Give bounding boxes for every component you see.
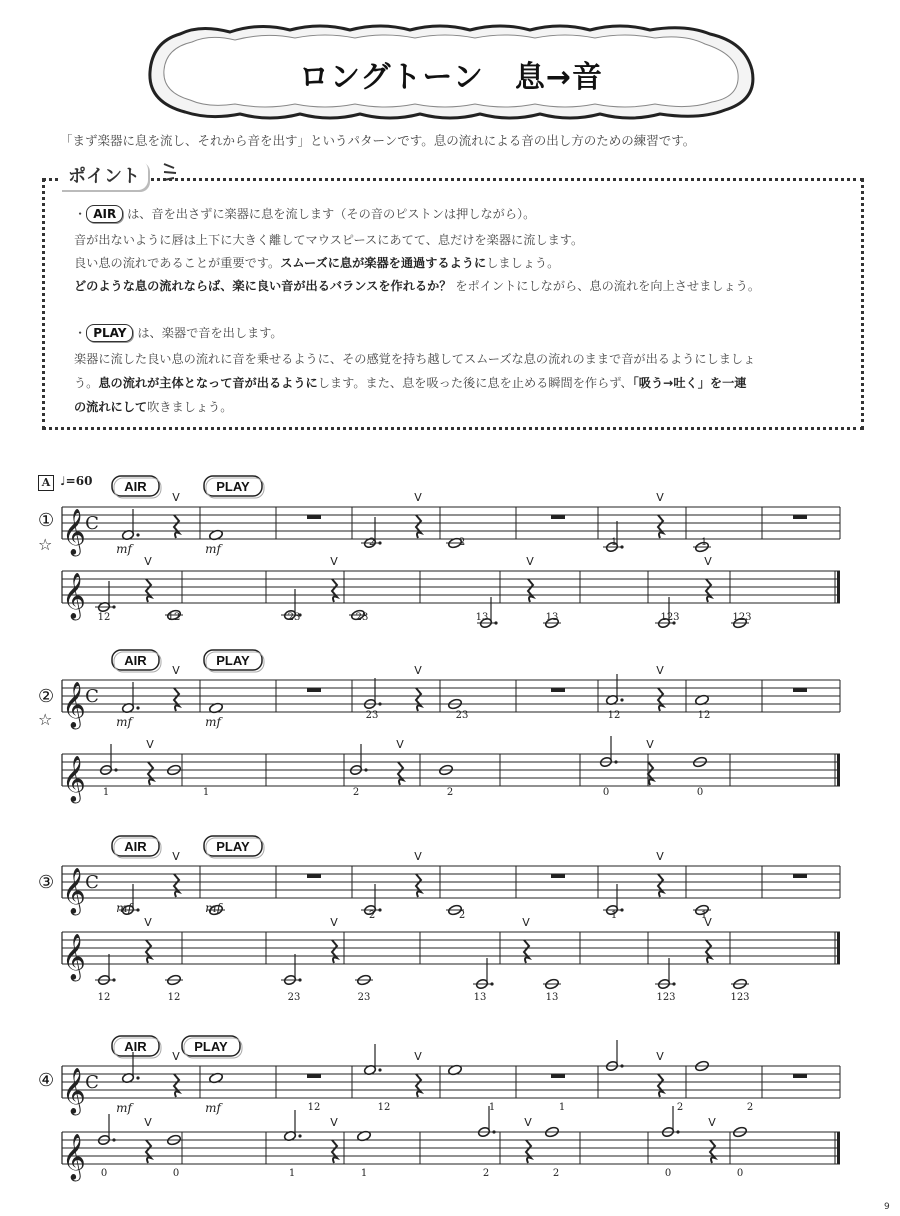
final-barline-thick bbox=[837, 932, 840, 964]
whole-rest bbox=[551, 874, 565, 878]
note-dot bbox=[676, 1130, 679, 1133]
breath-mark: V bbox=[704, 916, 712, 929]
quarter-rest bbox=[524, 940, 529, 963]
fingering: 13 bbox=[475, 612, 489, 623]
fingering: 2 bbox=[482, 1168, 490, 1179]
play-text-b: 楽器に流した良い息の流れに音を乗せるように、その感覚を持ち越してスムーズな息の流れのままで音が出るようにしましょ bbox=[74, 352, 756, 366]
breath-mark: V bbox=[414, 850, 422, 863]
dynamic-mf: mf bbox=[205, 1101, 221, 1115]
quarter-rest bbox=[658, 1074, 663, 1097]
dynamic-mf: mf bbox=[205, 715, 221, 729]
time-signature: C bbox=[85, 686, 99, 707]
dynamic-mf: mf bbox=[116, 542, 132, 556]
dynamic-mf: mf bbox=[205, 542, 221, 556]
note-dot bbox=[298, 1134, 301, 1137]
note-dot bbox=[492, 1130, 495, 1133]
exercise-number-2: ② bbox=[38, 686, 55, 707]
play-text-d2: 吹きましょう。 bbox=[147, 400, 233, 414]
fingering: 0 bbox=[664, 1168, 672, 1179]
play-text-c3: します。また、息を吸った後に息を止める瞬間を作らず、 bbox=[317, 376, 633, 390]
play-text-d1: の流れにして bbox=[74, 400, 148, 414]
note-dot bbox=[112, 1138, 115, 1141]
treble-clef-icon: 𝄞 bbox=[62, 509, 86, 555]
quarter-rest bbox=[174, 874, 179, 897]
air-text-a: は、音を出さずに楽器に息を流します（その音のピストンは押しながら）。 bbox=[127, 207, 536, 221]
tempo-mark: ♩=60 bbox=[60, 474, 93, 488]
exercise-letter: A bbox=[38, 475, 54, 491]
air-text-d1: どのような息の流れならば、楽に良い音が出るバランスを作れるか？ bbox=[74, 279, 452, 293]
quarter-rest bbox=[706, 940, 711, 963]
note-dot bbox=[620, 1064, 623, 1067]
whole-rest bbox=[793, 874, 807, 878]
breath-mark: V bbox=[708, 1116, 716, 1129]
fingering: 23 bbox=[365, 710, 379, 721]
quarter-rest bbox=[146, 940, 151, 963]
exercise-number-3: ③ bbox=[38, 872, 55, 893]
fingering: 12 bbox=[607, 710, 621, 721]
whole-rest bbox=[307, 688, 321, 692]
quarter-rest bbox=[332, 579, 337, 602]
treble-clef-icon: 𝄞 bbox=[62, 868, 86, 914]
dynamic-mf: mf bbox=[116, 901, 132, 915]
play-badge: PLAY bbox=[194, 1039, 228, 1054]
fingering: 12 bbox=[97, 612, 111, 623]
air-badge: AIR bbox=[124, 653, 147, 668]
note-dot bbox=[620, 698, 623, 701]
fingering: 23 bbox=[355, 612, 369, 623]
breath-mark: V bbox=[172, 664, 180, 677]
fingering: 123 bbox=[660, 612, 680, 623]
whole-rest bbox=[307, 1074, 321, 1078]
whole-rest bbox=[551, 688, 565, 692]
breath-mark: V bbox=[330, 555, 338, 568]
quarter-rest bbox=[332, 1140, 337, 1163]
quarter-rest bbox=[332, 940, 337, 963]
fingering: 123 bbox=[730, 992, 750, 1003]
final-barline-thick bbox=[837, 1132, 840, 1164]
star-icon: ☆ bbox=[38, 535, 53, 554]
breath-mark: V bbox=[704, 555, 712, 568]
breath-mark: V bbox=[146, 738, 154, 751]
play-text-c1: う。 bbox=[74, 376, 99, 390]
breath-mark: V bbox=[414, 1050, 422, 1063]
quarter-rest bbox=[174, 515, 179, 538]
quarter-rest bbox=[174, 1074, 179, 1097]
dynamic-mf: mf bbox=[116, 1101, 132, 1115]
note-dot bbox=[136, 706, 139, 709]
fingering: 13 bbox=[473, 992, 487, 1003]
fingering: 2 bbox=[746, 1102, 754, 1113]
play-badge: PLAY bbox=[86, 324, 133, 342]
note-dot bbox=[114, 768, 117, 771]
dynamic-mf: mf bbox=[205, 901, 221, 915]
breath-mark: V bbox=[524, 1116, 532, 1129]
fingering: 12 bbox=[377, 1102, 391, 1113]
play-badge: PLAY bbox=[216, 839, 250, 854]
breath-mark: V bbox=[144, 555, 152, 568]
fingering: 12 bbox=[167, 612, 181, 623]
fingering: 2 bbox=[458, 537, 466, 548]
whole-rest bbox=[793, 515, 807, 519]
fingering: 23 bbox=[357, 992, 371, 1003]
note-dot bbox=[378, 702, 381, 705]
air-badge: AIR bbox=[124, 1039, 147, 1054]
whole-rest bbox=[307, 515, 321, 519]
whole-rest bbox=[793, 688, 807, 692]
whole-rest bbox=[551, 1074, 565, 1078]
fingering: 123 bbox=[656, 992, 676, 1003]
treble-clef-icon: 𝄞 bbox=[62, 682, 86, 728]
quarter-rest bbox=[174, 688, 179, 711]
play-line-1: ・ PLAY は、楽器で音を出します。 bbox=[74, 326, 283, 340]
final-barline-thick bbox=[837, 571, 840, 603]
fingering: 12 bbox=[97, 992, 111, 1003]
breath-mark: V bbox=[414, 664, 422, 677]
breath-mark: V bbox=[656, 491, 664, 504]
fingering: 1 bbox=[610, 910, 618, 921]
fingering: 123 bbox=[732, 612, 752, 623]
quarter-rest bbox=[658, 688, 663, 711]
fingering: 12 bbox=[307, 1102, 321, 1113]
treble-clef-icon: 𝄞 bbox=[62, 1134, 86, 1180]
final-barline-thick bbox=[837, 754, 840, 786]
breath-mark: V bbox=[656, 850, 664, 863]
play-text-a: は、楽器で音を出します。 bbox=[137, 326, 283, 340]
fingering: 0 bbox=[696, 787, 704, 798]
exercise-number-1: ① bbox=[38, 510, 55, 531]
quarter-rest bbox=[416, 1074, 421, 1097]
breath-mark: V bbox=[396, 738, 404, 751]
note-dot bbox=[364, 768, 367, 771]
note-dot bbox=[136, 1076, 139, 1079]
quarter-rest bbox=[146, 579, 151, 602]
treble-clef-icon: 𝄞 bbox=[62, 1068, 86, 1114]
breath-mark: V bbox=[172, 850, 180, 863]
breath-mark: V bbox=[522, 916, 530, 929]
page-number: 9 bbox=[884, 1202, 890, 1212]
fingering: 1 bbox=[700, 910, 708, 921]
quarter-rest bbox=[148, 762, 153, 785]
time-signature: C bbox=[85, 513, 99, 534]
whole-rest bbox=[307, 874, 321, 878]
breath-mark: V bbox=[172, 1050, 180, 1063]
fingering: 2 bbox=[458, 910, 466, 921]
quarter-rest bbox=[398, 762, 403, 785]
quarter-rest bbox=[416, 688, 421, 711]
fingering: 13 bbox=[545, 612, 559, 623]
air-text-b: 音が出ないように唇は上下に大きく離してマウスピースにあてて、息だけを楽器に流します。 bbox=[74, 233, 584, 247]
fingering: 1 bbox=[288, 1168, 296, 1179]
quarter-rest bbox=[706, 579, 711, 602]
breath-mark: V bbox=[656, 1050, 664, 1063]
air-text-c2: スムーズに息が楽器を通過するように bbox=[280, 256, 487, 270]
exercise-number-4: ④ bbox=[38, 1070, 55, 1091]
fingering: 2 bbox=[676, 1102, 684, 1113]
fingering: 1 bbox=[102, 787, 110, 798]
star-icon: ☆ bbox=[38, 710, 53, 729]
breath-mark: V bbox=[330, 1116, 338, 1129]
quarter-rest bbox=[658, 874, 663, 897]
fingering: 2 bbox=[368, 537, 376, 548]
breath-mark: V bbox=[656, 664, 664, 677]
breath-mark: V bbox=[526, 555, 534, 568]
time-signature: C bbox=[85, 872, 99, 893]
quarter-rest bbox=[146, 1140, 151, 1163]
fingering: 0 bbox=[736, 1168, 744, 1179]
fingering: 0 bbox=[602, 787, 610, 798]
note-dot bbox=[136, 533, 139, 536]
fingering: 1 bbox=[558, 1102, 566, 1113]
treble-clef-icon: 𝄞 bbox=[62, 573, 86, 619]
play-text-c2: 息の流れが主体となって音が出るように bbox=[98, 376, 318, 390]
quarter-rest bbox=[710, 1140, 715, 1163]
quarter-rest bbox=[416, 515, 421, 538]
quarter-rest bbox=[416, 874, 421, 897]
play-badge: PLAY bbox=[216, 653, 250, 668]
air-text-c1: 良い息の流れであることが重要です。 bbox=[74, 256, 281, 270]
air-badge: AIR bbox=[86, 205, 123, 223]
fingering: 1 bbox=[202, 787, 210, 798]
play-badge: PLAY bbox=[216, 479, 250, 494]
fingering: 12 bbox=[697, 710, 711, 721]
air-text-d2: をポイントにしながら、息の流れを向上させましょう。 bbox=[455, 279, 761, 293]
quarter-rest bbox=[648, 762, 653, 785]
breath-mark: V bbox=[330, 916, 338, 929]
treble-clef-icon: 𝄞 bbox=[62, 934, 86, 980]
whole-rest bbox=[793, 1074, 807, 1078]
fingering: 2 bbox=[352, 787, 360, 798]
fingering: 12 bbox=[167, 992, 181, 1003]
fingering: 2 bbox=[368, 910, 376, 921]
note-dot bbox=[614, 760, 617, 763]
fingering: 13 bbox=[545, 992, 559, 1003]
breath-mark: V bbox=[646, 738, 654, 751]
page-title: ロングトーン 息→音 bbox=[299, 60, 603, 95]
fingering: 2 bbox=[552, 1168, 560, 1179]
air-line-1: ・ AIR は、音を出さずに楽器に息を流します（その音のピストンは押しながら）。 bbox=[74, 207, 536, 221]
breath-mark: V bbox=[172, 491, 180, 504]
point-label: ポイント bbox=[60, 160, 148, 190]
note-dot bbox=[378, 1068, 381, 1071]
fingering: 1 bbox=[610, 537, 618, 548]
time-signature: C bbox=[85, 1072, 99, 1093]
fingering: 1 bbox=[360, 1168, 368, 1179]
treble-clef-icon: 𝄞 bbox=[62, 756, 86, 802]
breath-mark: V bbox=[144, 916, 152, 929]
fingering: 23 bbox=[287, 992, 301, 1003]
fingering: 23 bbox=[455, 710, 469, 721]
air-text-c3: しましょう。 bbox=[486, 256, 560, 270]
quarter-rest bbox=[526, 1140, 531, 1163]
fingering: 2 bbox=[446, 787, 454, 798]
fingering: 0 bbox=[100, 1168, 108, 1179]
fingering: 1 bbox=[700, 537, 708, 548]
fingering: 23 bbox=[287, 612, 301, 623]
whole-rest bbox=[551, 515, 565, 519]
dynamic-mf: mf bbox=[116, 715, 132, 729]
breath-mark: V bbox=[414, 491, 422, 504]
quarter-rest bbox=[658, 515, 663, 538]
air-badge: AIR bbox=[124, 479, 147, 494]
play-text-c4: 「吸う→吐く」を一連 bbox=[632, 376, 747, 390]
intro-text: 「まず楽器に息を流し、それから音を出す」というパターンです。息の流れによる音の出し方のための練習です。 bbox=[60, 133, 696, 148]
fingering: 0 bbox=[172, 1168, 180, 1179]
quarter-rest bbox=[528, 579, 533, 602]
air-badge: AIR bbox=[124, 839, 147, 854]
breath-mark: V bbox=[144, 1116, 152, 1129]
fingering: 1 bbox=[488, 1102, 496, 1113]
